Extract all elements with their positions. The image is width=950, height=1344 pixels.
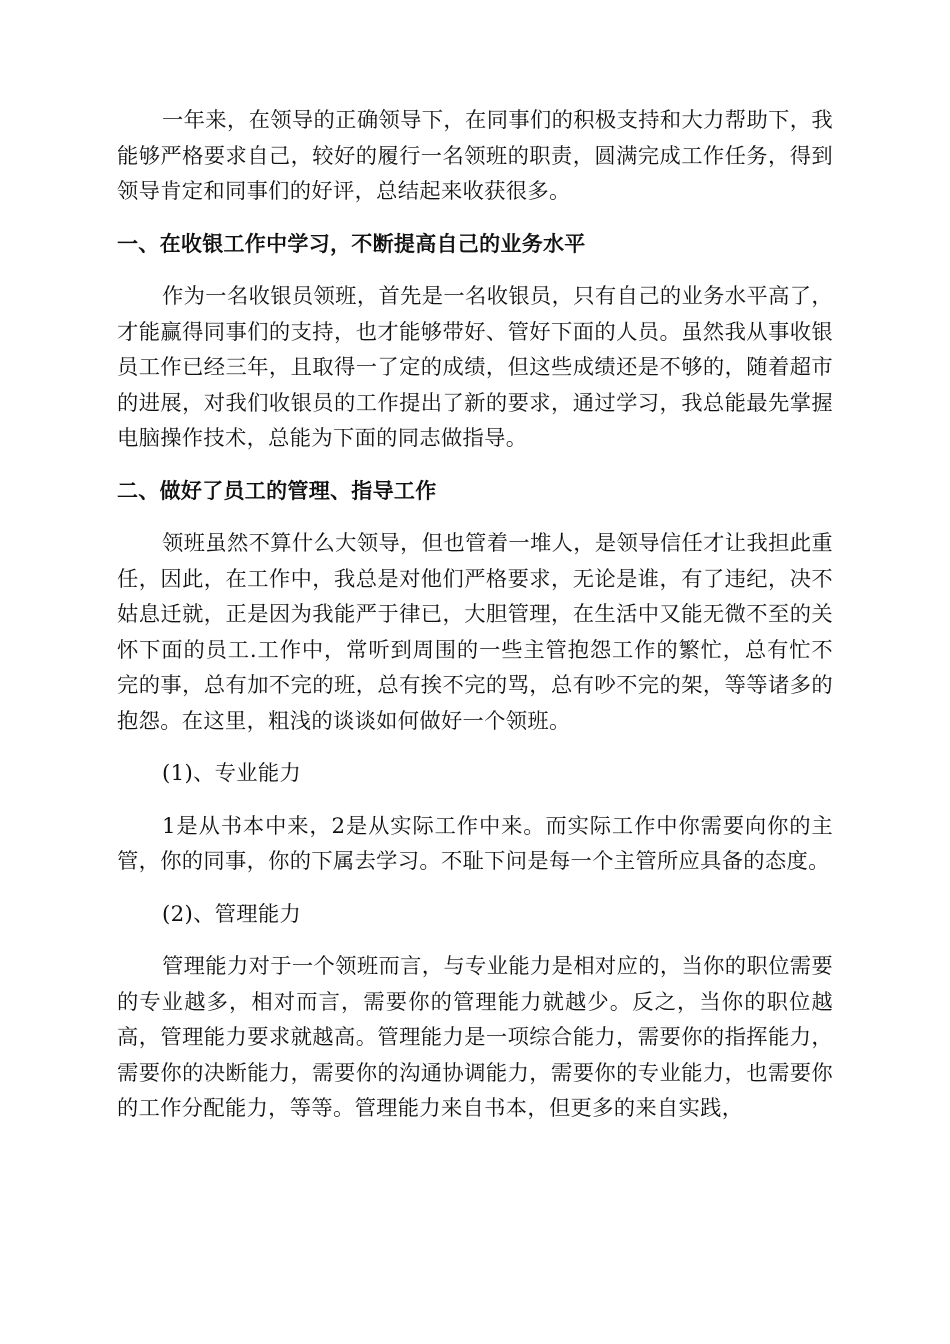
document-page	[117, 103, 833, 1144]
section-1-paragraph: 作为一名收银员领班，首先是一名收银员，只有自己的业务水平高了，才能赢得同事们的支持，也才能够带好、管好下面的人员。虽然我从事收银员工作已经三年，且取得一了定的成绩，但这些成绩还是不够的，随着超市的进展，对我们收银员的工作提出了新的要求，通过学习，我总能最先掌握电脑操作技术，总能为下面的同志做指导。	[117, 284, 833, 451]
subheading-professional-ability: (1)、专业能力	[162, 761, 302, 786]
subheading-management-ability: (2)、管理能力	[162, 901, 302, 927]
section-2-paragraph: 领班虽然不算什么大领导，但也管着一堆人，是领导信任才让我担此重任，因此，在工作中，我总是对他们严格要求，无论是谁，有了违纪，决不姑息迁就，正是因为我能严于律已，大胆管理，在生活中又能无微不至的关怀下面的员工.工作中，常听到周围的一些主管抱怨工作的繁忙，总有忙不完的事，总有加不完的班，总有挨不完的骂，总有吵不完的架，等等诸多的抱怨。在这里，粗浅的谈谈如何做好一个领班。	[117, 531, 833, 734]
section-heading-1: 一、在收银工作中学习，不断提高自己的业务水平	[117, 231, 586, 256]
professional-ability-paragraph: 1是从书本中来，2是从实际工作中来。而实际工作中你需要向你的主管，你的同事，你的下属去学习。不耻下问是每一个主管所应具备的态度。	[117, 813, 833, 874]
management-ability-paragraph: 管理能力对于一个领班而言，与专业能力是相对应的，当你的职位需要的专业越多，相对而言，需要你的管理能力就越少。反之，当你的职位越高，管理能力要求就越高。管理能力是一项综合能力，需要你的指挥能力，需要你的决断能力，需要你的沟通协调能力，需要你的专业能力，也需要你的工作分配能力，等等。管理能力来自书本，但更多的来自实践，	[117, 954, 833, 1121]
intro-paragraph: 一年来，在领导的正确领导下，在同事们的积极支持和大力帮助下，我能够严格要求自己，较好的履行一名领班的职责，圆满完成工作任务，得到领导肯定和同事们的好评，总结起来收获很多。	[117, 108, 833, 204]
section-heading-2: 二、做好了员工的管理、指导工作	[117, 478, 437, 503]
